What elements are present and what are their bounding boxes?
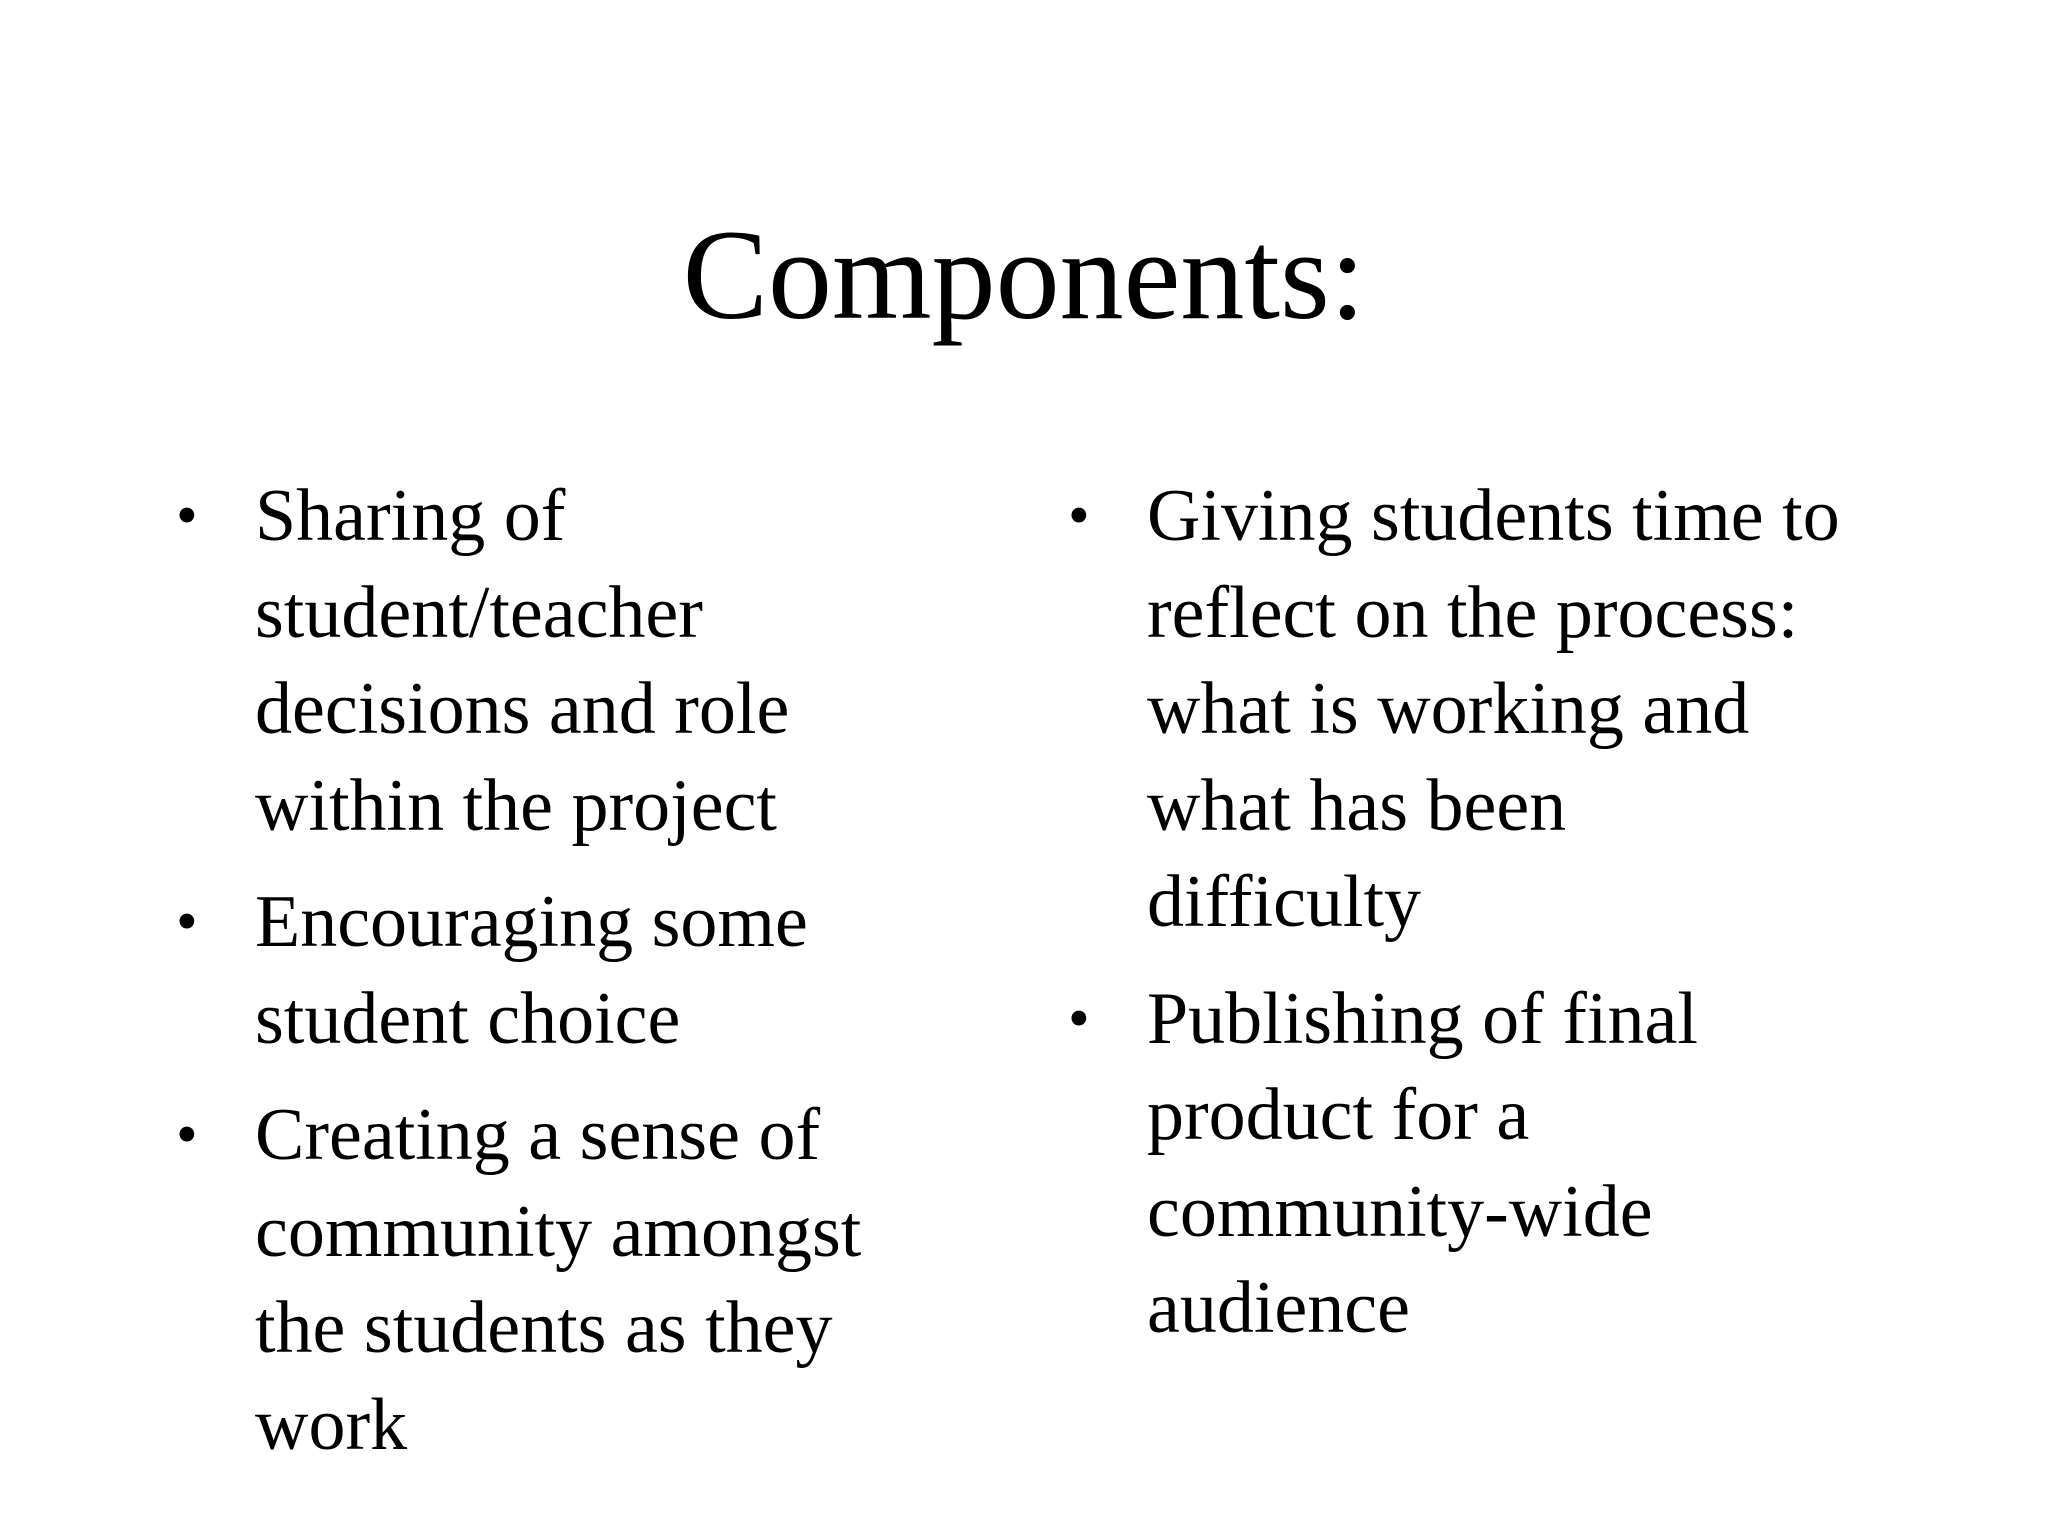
bullet-text	[1147, 468, 2002, 951]
bullet-line: decisions and role	[255, 668, 790, 750]
right-bullet-list	[1062, 468, 2002, 1377]
bullet-line: the students as they	[255, 1287, 833, 1369]
bullet-icon: •	[1068, 984, 1090, 1053]
bullet-line: product for a	[1147, 1074, 1530, 1156]
bullet-line: Publishing of final	[1147, 977, 1698, 1060]
bullet-line: community amongst	[255, 1190, 862, 1273]
bullet-line: Encouraging some	[255, 881, 808, 963]
bullet-line: what is working and	[1147, 668, 1750, 750]
bullet-item	[1062, 971, 2002, 1357]
bullet-line: reflect on the process:	[1147, 571, 1799, 654]
bullet-icon: •	[176, 482, 198, 550]
bullet-line: audience	[1147, 1267, 1410, 1349]
bullet-icon: •	[176, 1101, 198, 1169]
bullet-line: difficulty	[1147, 861, 1422, 943]
bullet-line: community-wide	[1147, 1170, 1653, 1253]
bullet-text	[255, 874, 950, 1067]
bullet-line: what has been	[1147, 764, 1567, 847]
bullet-item	[170, 874, 950, 1067]
bullet-line: Creating a sense of	[255, 1094, 821, 1176]
left-bullet-list	[170, 468, 950, 1493]
bullet-line: Sharing of	[255, 475, 566, 557]
bullet-text	[1147, 971, 2002, 1357]
bullet-item	[1062, 468, 2002, 951]
bullet-text	[255, 1087, 950, 1473]
bullet-icon: •	[1068, 482, 1090, 550]
bullet-item	[170, 1087, 950, 1473]
slide-title: Components:	[682, 204, 1366, 346]
bullet-line: student/teacher	[255, 571, 703, 654]
bullet-line: work	[255, 1383, 408, 1466]
bullet-item	[170, 468, 950, 854]
bullet-line: student choice	[255, 977, 681, 1060]
bullet-line: Giving students time to	[1147, 475, 1840, 557]
bullet-line: within the project	[255, 764, 777, 847]
bullet-icon: •	[176, 888, 198, 956]
bullet-text	[255, 468, 950, 854]
